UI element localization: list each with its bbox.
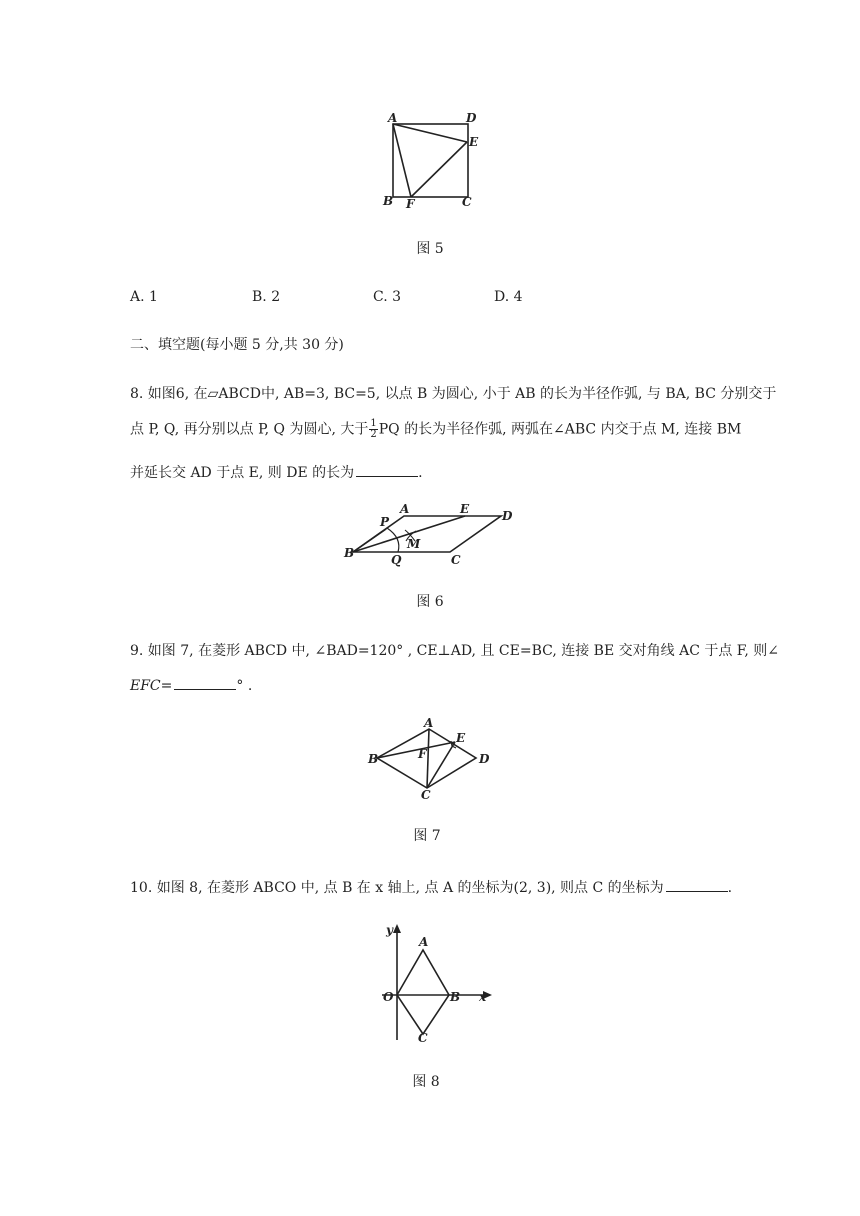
label-e: E — [456, 731, 466, 745]
figure-8 — [368, 920, 498, 1050]
choice-d: D. 4 — [494, 289, 523, 305]
label-a: A — [419, 935, 429, 949]
label-m: M — [407, 537, 421, 551]
label-c: C — [418, 1031, 428, 1045]
q8-line3-text: 并延长交 AD 于点 E, 则 DE 的长为 — [130, 465, 355, 481]
q10-line1-end: . — [727, 880, 733, 896]
choice-a: A. 1 — [130, 289, 158, 305]
choice-c: C. 3 — [373, 289, 402, 305]
y-axis-arrow-icon — [393, 924, 401, 933]
figure-6 — [340, 500, 530, 570]
q8-line2 — [130, 419, 741, 440]
segment-ae — [393, 124, 467, 142]
label-b: B — [450, 990, 461, 1004]
choice-b: B. 2 — [252, 289, 281, 305]
label-e: E — [460, 502, 470, 516]
figure-8-caption: 图 8 — [412, 1074, 440, 1090]
label-x: x — [479, 990, 487, 1004]
label-p: P — [380, 515, 390, 529]
label-b: B — [368, 752, 379, 766]
segment-bp — [353, 529, 386, 552]
label-y: y — [386, 923, 393, 937]
label-b: B — [383, 194, 394, 208]
label-d: D — [502, 509, 513, 523]
segment-fe — [411, 142, 467, 197]
q9-line2-post: ° . — [236, 678, 253, 694]
label-q: Q — [391, 553, 402, 567]
fraction-denominator: 2 — [370, 429, 377, 440]
label-e: E — [469, 135, 479, 149]
q8-line2-post: PQ 的长为半径作弧, 两弧在∠ABC 内交于点 M, 连接 BM — [378, 421, 742, 438]
q10-answer-blank[interactable] — [666, 877, 728, 892]
parallelogram-abcd — [353, 516, 501, 552]
q9-line2-pre: EFC= — [130, 678, 173, 694]
segment-af — [393, 124, 411, 197]
figure-6-caption: 图 6 — [416, 594, 444, 610]
label-c: C — [462, 195, 472, 209]
section-heading: 二、填空题(每小题 5 分,共 30 分) — [130, 337, 344, 353]
q8-line2-pre: 点 P, Q, 再分别以点 P, Q 为圆心, 大于 — [130, 421, 369, 438]
diagonal-ac — [427, 729, 429, 788]
q10-line1 — [130, 877, 732, 898]
label-o: O — [383, 990, 394, 1004]
label-c: C — [421, 788, 431, 802]
q9-line2 — [130, 675, 252, 696]
label-f: F — [406, 197, 415, 211]
square-abcd — [393, 124, 468, 197]
segment-be — [377, 742, 455, 758]
figure-7-caption: 图 7 — [413, 828, 441, 844]
label-a: A — [388, 111, 398, 125]
label-a: A — [424, 716, 434, 730]
label-b: B — [344, 546, 355, 560]
figure-7 — [360, 715, 500, 805]
q8-answer-blank[interactable] — [356, 462, 418, 477]
figure-5-caption: 图 5 — [416, 241, 444, 257]
q9-answer-blank[interactable] — [174, 675, 236, 690]
q8-line3 — [130, 462, 423, 483]
q9-line1: 9. 如图 7, 在菱形 ABCD 中, ∠BAD=120° , CE⊥AD, 且 CE=BC, 连接 BE 交对角线 AC 于点 F, 则∠ — [130, 643, 779, 659]
q10-line1-text: 10. 如图 8, 在菱形 ABCO 中, 点 B 在 x 轴上, 点 A 的坐标为(2, 3), 则点 C 的坐标为 — [130, 880, 664, 896]
figure-5 — [380, 108, 480, 212]
segment-ce — [427, 742, 455, 788]
q8-line3-end: . — [418, 465, 423, 481]
label-d: D — [466, 111, 477, 125]
fraction-one-half — [369, 419, 377, 440]
fraction-numerator: 1 — [370, 418, 377, 429]
label-f: F — [418, 747, 427, 761]
label-a: A — [400, 502, 410, 516]
q8-line1: 8. 如图6, 在▱ABCD中, AB=3, BC=5, 以点 B 为圆心, 小于 AB 的长为半径作弧, 与 BA, BC 分别交于 — [130, 386, 777, 402]
label-d: D — [479, 752, 490, 766]
rhombus-abco — [397, 950, 449, 1034]
label-c: C — [451, 553, 461, 567]
